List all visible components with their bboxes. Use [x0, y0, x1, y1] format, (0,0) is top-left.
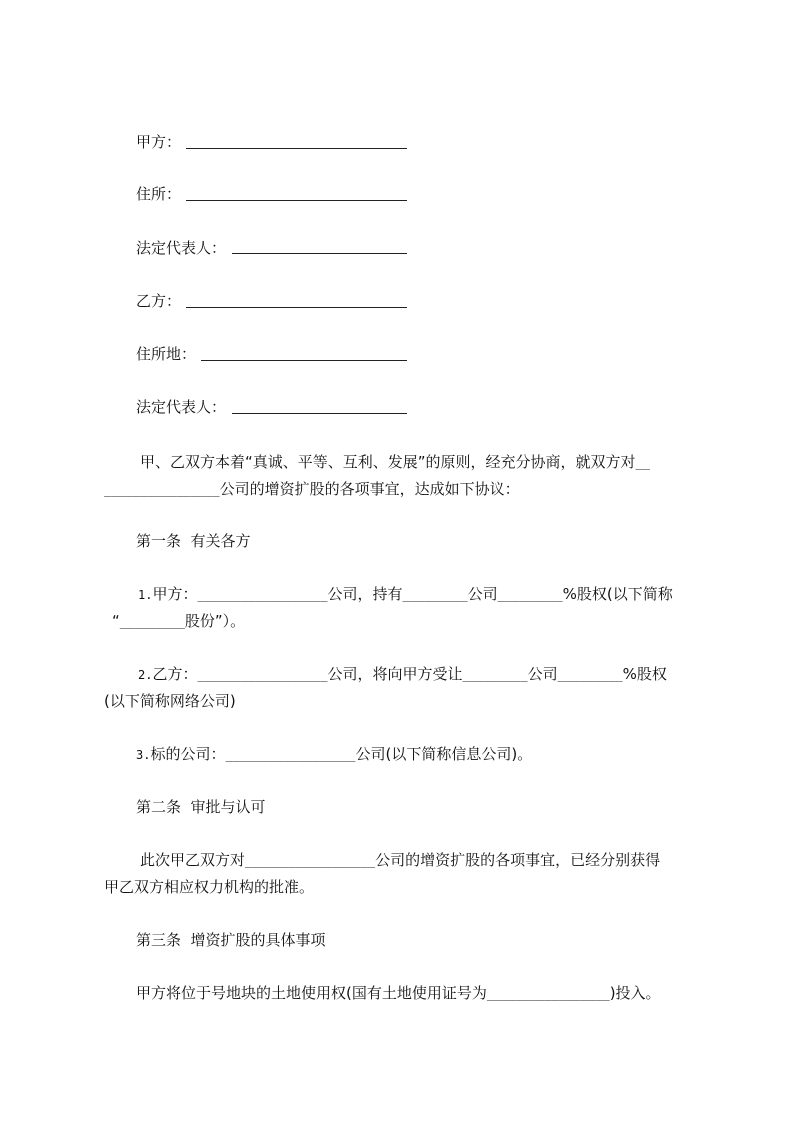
item-2-text-d: %股权: [622, 665, 667, 683]
intro-blank-1[interactable]: __: [635, 456, 650, 470]
item-3-blank-1[interactable]: __________________: [225, 748, 356, 762]
party-a-label: 甲方：: [136, 133, 182, 151]
article-1-item-2-line-1: [138, 664, 667, 684]
party-a-address-blank[interactable]: [186, 200, 407, 201]
item-1-text-b: 公司，持有: [327, 585, 403, 603]
party-a-address-label: 住所：: [136, 185, 182, 203]
party-b-legal-rep-label: 法定代表人：: [136, 398, 227, 416]
certificate-number-blank[interactable]: _________________: [486, 987, 610, 1001]
article-2-line-1: [140, 850, 660, 870]
item-1-text-d: %股权(以下简称: [562, 585, 673, 603]
item-1-text-c: 公司: [467, 585, 498, 603]
party-b-blank[interactable]: [186, 307, 407, 308]
article-1-item-3: [136, 744, 532, 764]
party-b-label: 乙方：: [136, 292, 182, 310]
item-2-text-a: 乙方：: [152, 665, 198, 683]
article-3-text-a: 甲方将位于号地块的土地使用权(国有土地使用证号为: [136, 984, 487, 1002]
intro-text-2: 公司的增资扩股的各项事宜，达成如下协议：: [219, 480, 520, 498]
item-1-blank-3[interactable]: _________: [497, 588, 563, 602]
intro-line-2: [104, 479, 520, 499]
item-2-blank-3[interactable]: _________: [557, 668, 623, 682]
party-a-legal-rep-blank[interactable]: [232, 253, 407, 254]
item-3-text-a: 标的公司：: [150, 745, 226, 763]
article-2-text-a: 此次甲乙双方对: [140, 851, 246, 869]
article-3-heading: 第三条 增资扩股的具体事项: [136, 931, 326, 949]
item-1-quote-open: “: [112, 612, 120, 630]
party-a-legal-rep-label: 法定代表人：: [136, 239, 227, 257]
item-1-number: 1.: [138, 588, 153, 602]
intro-blank-2[interactable]: ________________: [104, 483, 220, 497]
item-2-number: 2.: [138, 668, 153, 682]
article-1-item-1-line-1: [138, 584, 673, 604]
article-2-heading: 第二条 审批与认可: [136, 798, 266, 816]
item-2-text-b: 公司，将向甲方受让: [327, 665, 463, 683]
item-1-blank-1[interactable]: __________________: [197, 588, 328, 602]
item-2-blank-1[interactable]: __________________: [197, 668, 328, 682]
party-a-blank[interactable]: [186, 148, 407, 149]
article-1-item-2-line-2: (以下简称网络公司): [104, 692, 236, 710]
article-2-blank[interactable]: __________________: [245, 854, 376, 868]
item-3-text-b: 公司(以下简称信息公司)。: [355, 745, 533, 763]
item-1-text-a: 甲方：: [152, 585, 198, 603]
party-b-address-blank[interactable]: [201, 360, 407, 361]
article-2-line-2: 甲乙双方相应权力机构的批准。: [104, 878, 315, 896]
article-2-text-b: 公司的增资扩股的各项事宜，已经分别获得: [375, 851, 661, 869]
item-2-blank-2[interactable]: _________: [462, 668, 528, 682]
intro-line-1: [140, 452, 650, 472]
article-3-text-b: )投入。: [609, 984, 661, 1002]
item-2-text-c: 公司: [527, 665, 558, 683]
item-1-share-blank[interactable]: _________: [119, 615, 185, 629]
article-3-line-1: [136, 983, 661, 1003]
intro-text-1: 甲、乙双方本着“真诚、平等、互利、发展”的原则，经充分协商，就双方对: [140, 453, 636, 471]
article-1-item-1-line-2: [112, 611, 245, 631]
party-b-legal-rep-blank[interactable]: [232, 413, 407, 414]
item-1-share-text: 股份”）。: [184, 612, 246, 630]
item-3-number: 3.: [136, 748, 151, 762]
item-1-blank-2[interactable]: _________: [402, 588, 468, 602]
article-1-heading: 第一条 有关各方: [136, 532, 251, 550]
party-b-address-label: 住所地：: [136, 345, 197, 363]
